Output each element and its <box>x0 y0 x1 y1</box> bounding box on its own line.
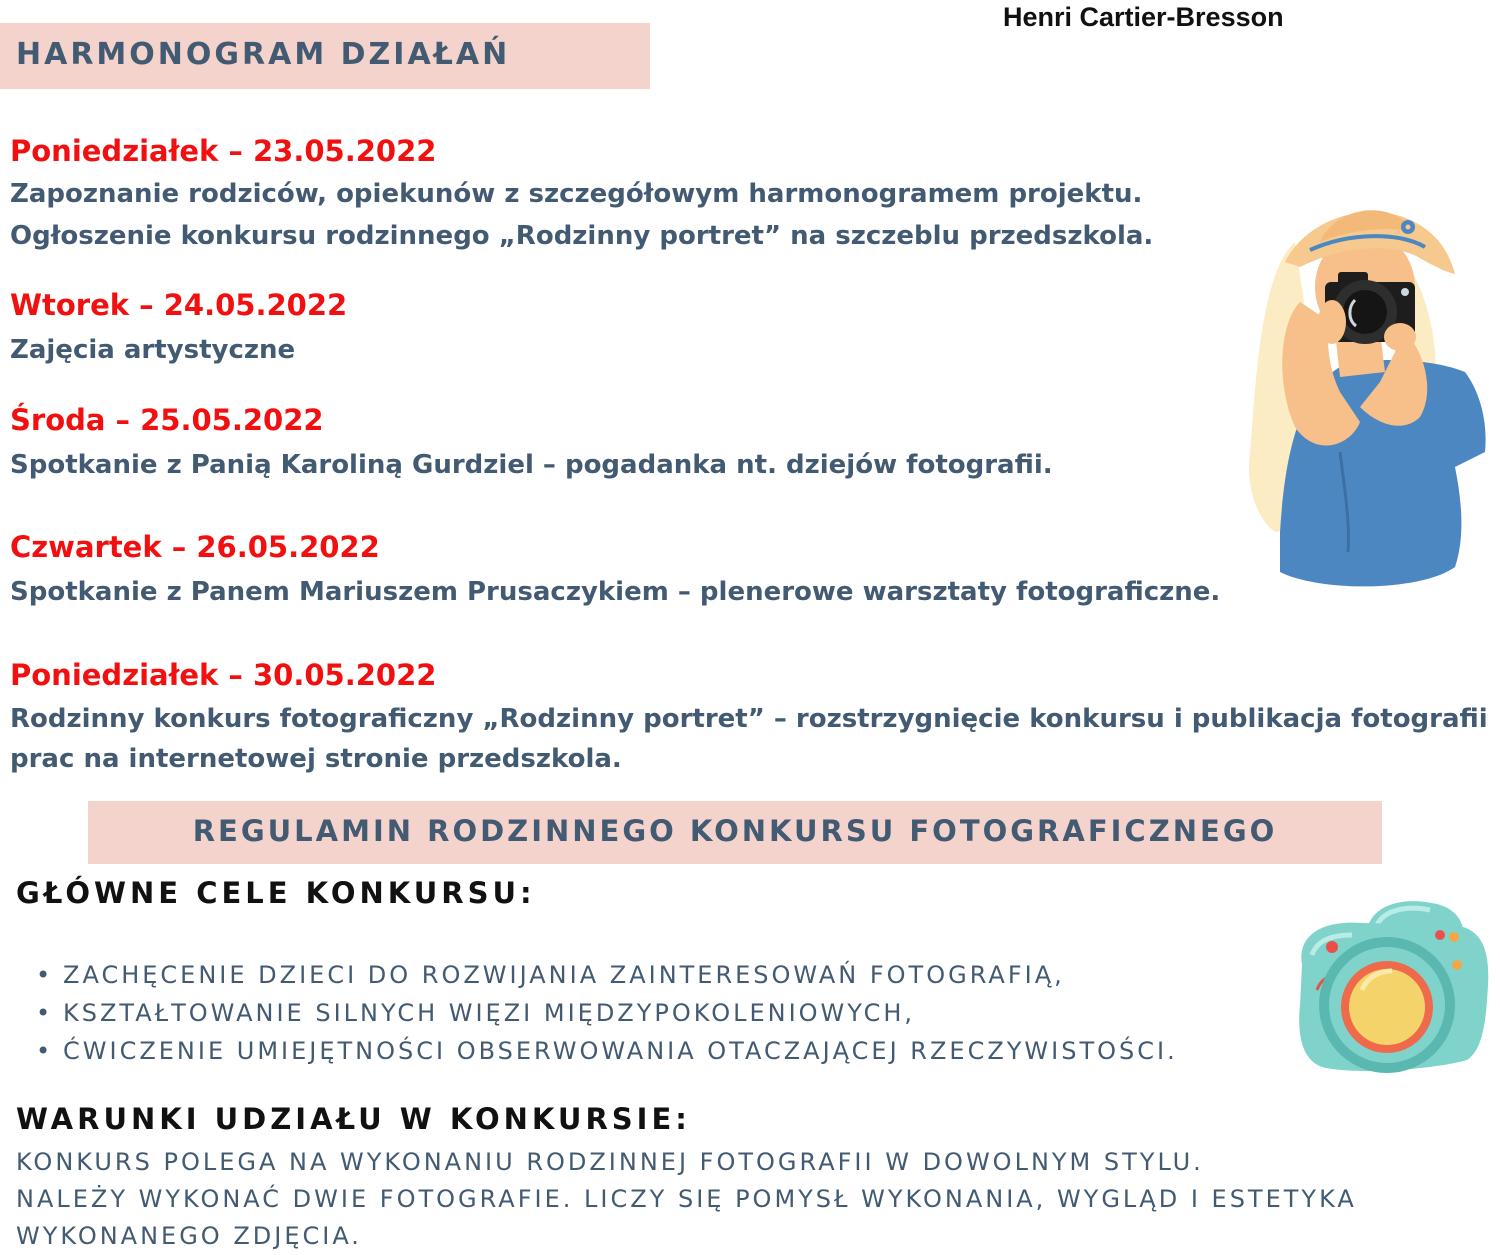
schedule-banner: HARMONOGRAM DZIAŁAŃ <box>0 23 650 89</box>
schedule-desc-5b: prac na internetowej stronie przedszkola. <box>10 744 622 774</box>
schedule-desc-1a: Zapoznanie rodziców, opiekunów z szczegółowym harmonogramem projektu. <box>10 179 1143 209</box>
goals-list <box>36 956 1178 1070</box>
schedule-desc-3: Spotkanie z Panią Karoliną Gurdziel – pogadanka nt. dziejów fotografii. <box>10 450 1053 480</box>
schedule-desc-2: Zajęcia artystyczne <box>10 335 296 365</box>
schedule-day-3: Środa – 25.05.2022 <box>10 403 324 437</box>
photographer-illustration-icon <box>1240 192 1490 592</box>
goal-item-1: • ZACHĘCENIE DZIECI DO ROZWIJANIA ZAINTERESOWAŃ FOTOGRAFIĄ, <box>36 956 1178 994</box>
regulations-banner: REGULAMIN RODZINNEGO KONKURSU FOTOGRAFICZNEGO <box>88 801 1382 864</box>
schedule-desc-1b: Ogłoszenie konkursu rodzinnego „Rodzinny portret” na szczeblu przedszkola. <box>10 221 1154 251</box>
schedule-desc-5a: Rodzinny konkurs fotograficzny „Rodzinny portret” – rozstrzygnięcie konkursu i publikacja fotografii <box>10 704 1488 734</box>
goal-item-3: • ĆWICZENIE UMIEJĘTNOŚCI OBSERWOWANIA OTACZAJĄCEJ RZECZYWISTOŚCI. <box>36 1032 1178 1070</box>
conditions-line-2: NALEŻY WYKONAĆ DWIE FOTOGRAFIE. LICZY SIĘ POMYSŁ WYKONANIA, WYGLĄD I ESTETYKA <box>16 1185 1357 1213</box>
schedule-day-1: Poniedziałek – 23.05.2022 <box>10 134 437 168</box>
schedule-day-4: Czwartek – 26.05.2022 <box>10 530 380 564</box>
goals-heading: GŁÓWNE CELE KONKURSU: <box>16 876 536 910</box>
conditions-line-3: WYKONANEGO ZDJĘCIA. <box>16 1222 362 1250</box>
schedule-desc-4: Spotkanie z Panem Mariuszem Prusaczykiem – plenerowe warsztaty fotograficzne. <box>10 577 1221 607</box>
schedule-day-2: Wtorek – 24.05.2022 <box>10 288 348 322</box>
camera-illustration-icon <box>1292 895 1492 1080</box>
schedule-day-5: Poniedziałek – 30.05.2022 <box>10 658 437 692</box>
conditions-line-1: KONKURS POLEGA NA WYKONANIU RODZINNEJ FOTOGRAFII W DOWOLNYM STYLU. <box>16 1148 1204 1176</box>
goal-item-2: • KSZTAŁTOWANIE SILNYCH WIĘZI MIĘDZYPOKOLENIOWYCH, <box>36 994 1178 1032</box>
quote-author: Henri Cartier-Bresson <box>1003 2 1284 32</box>
conditions-heading: WARUNKI UDZIAŁU W KONKURSIE: <box>16 1102 691 1136</box>
